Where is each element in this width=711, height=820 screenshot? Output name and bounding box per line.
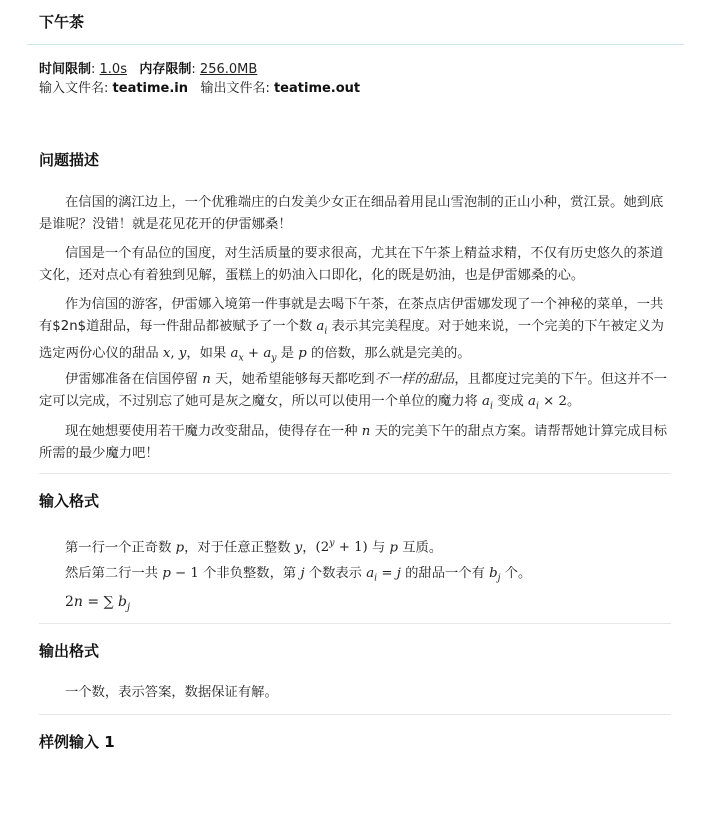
sample-input-heading: 样例输入 1 [39,733,115,751]
math-ax-plus-ay: $a_x$ [230,345,244,364]
math-2y-plus-1: $(2^y + 1)$ [315,538,368,556]
description-heading: 问题描述 [39,151,100,169]
input-line-2: 然后第二行一共 p − 1 个非负整数，第 j 个数表示 $a_i = j$ 的甜品一个有 $b_j$ 个。 [65,566,532,584]
math-p-3: p [389,540,398,556]
emphasis-text: 不一样的甜品 [374,372,455,387]
output-format-heading: 输出格式 [39,642,100,660]
math-x-y: x [162,345,171,361]
input-line-3-formula: 2n = ∑ $b_j$ [65,594,131,613]
input-file-label: 输入文件名 [39,81,105,96]
limits-row-1: 时间限制: 1.0s 内存限制: 256.0MB [39,62,258,77]
math-ai-eq-j: $a_i$ [366,566,378,584]
memory-limit-label: 内存限制 [139,62,192,77]
problem-title: 下午茶 [39,13,85,31]
limits-block [39,60,360,98]
math-y: y [294,540,303,556]
output-line: 一个数，表示答案，数据保证有解。 [65,685,278,700]
title-divider [27,44,684,45]
math-a-i-times-2: $a_i$ [528,394,539,412]
time-limit-value: 1.0s [99,62,127,77]
description-paragraph-2: 信国是一个有品位的国度，对生活质量的要求很高，尤其在下午茶上精益求精，不仅有历史悠久的茶道文化，还对点心有着独到见解，蛋糕上的奶油入口即化，化的既是奶油，也是伊雷娜桑的心。 [39,246,664,283]
description-paragraph-3: 作为信国的游客，伊雷娜入境第一件事就是去喝下午茶，在茶点店伊雷娜发现了一个神秘的菜单，一共有$2n$道甜品，每一件甜品都被赋予了一个数 $a_i$ 表示其完美程度。对于她来说，一个完美的下午被定义为选定两份心仪的甜品 x, y，如果 $a_x + a_y$ 是 p 的倍数，那么就是完美的。 [39,297,664,364]
section-divider-2 [39,623,671,624]
math-b-j: $b_j$ [489,566,501,584]
math-a-i-2: $a_i$ [482,394,493,412]
math-n: n [202,372,211,387]
input-file-value: teatime.in [112,81,189,96]
math-p-minus-1: p [162,566,171,581]
section-divider-1 [39,473,671,474]
section-divider-3 [39,714,671,715]
description-paragraph-4: 伊雷娜准备在信国停留 n 天，她希望能够每天都吃到不一样的甜品，且都度过完美的下午。但这并不一定可以完成，不过别忘了她可是灰之魔女，所以可以使用一个单位的魔力将 $a_i$ 变成 $a_i \times 2$。 [39,372,668,412]
time-limit-label: 时间限制 [39,62,92,77]
math-j: j [300,566,305,581]
memory-limit-value: 256.0MB [199,62,258,77]
input-format-heading: 输入格式 [39,492,100,510]
math-p: p [298,345,307,361]
input-line-1: 第一行一个正奇数 p，对于任意正整数 y，$(2^y + 1)$ 与 p 互质。 [65,538,443,556]
description-paragraph-5: 现在她想要使用若干魔力改变甜品，使得存在一种 n 天的完美下午的甜点方案。请帮帮她计算完成目标所需的最少魔力吧！ [39,424,668,461]
output-file-label: 输出文件名 [200,81,266,96]
description-paragraph-1: 在信国的漓江边上，一个优雅端庄的白发美少女正在细品着用昆山雪泡制的正山小种，赏江景。她到底是谁呢？没错！就是花见花开的伊雷娜桑！ [39,195,664,232]
math-a-i: $a_i$ [316,319,328,337]
limits-row-2: 输入文件名: teatime.in 输出文件名: teatime.out [39,81,361,96]
math-n-2: n [361,424,371,439]
math-p-2: p [175,540,185,556]
output-file-value: teatime.out [273,81,361,96]
